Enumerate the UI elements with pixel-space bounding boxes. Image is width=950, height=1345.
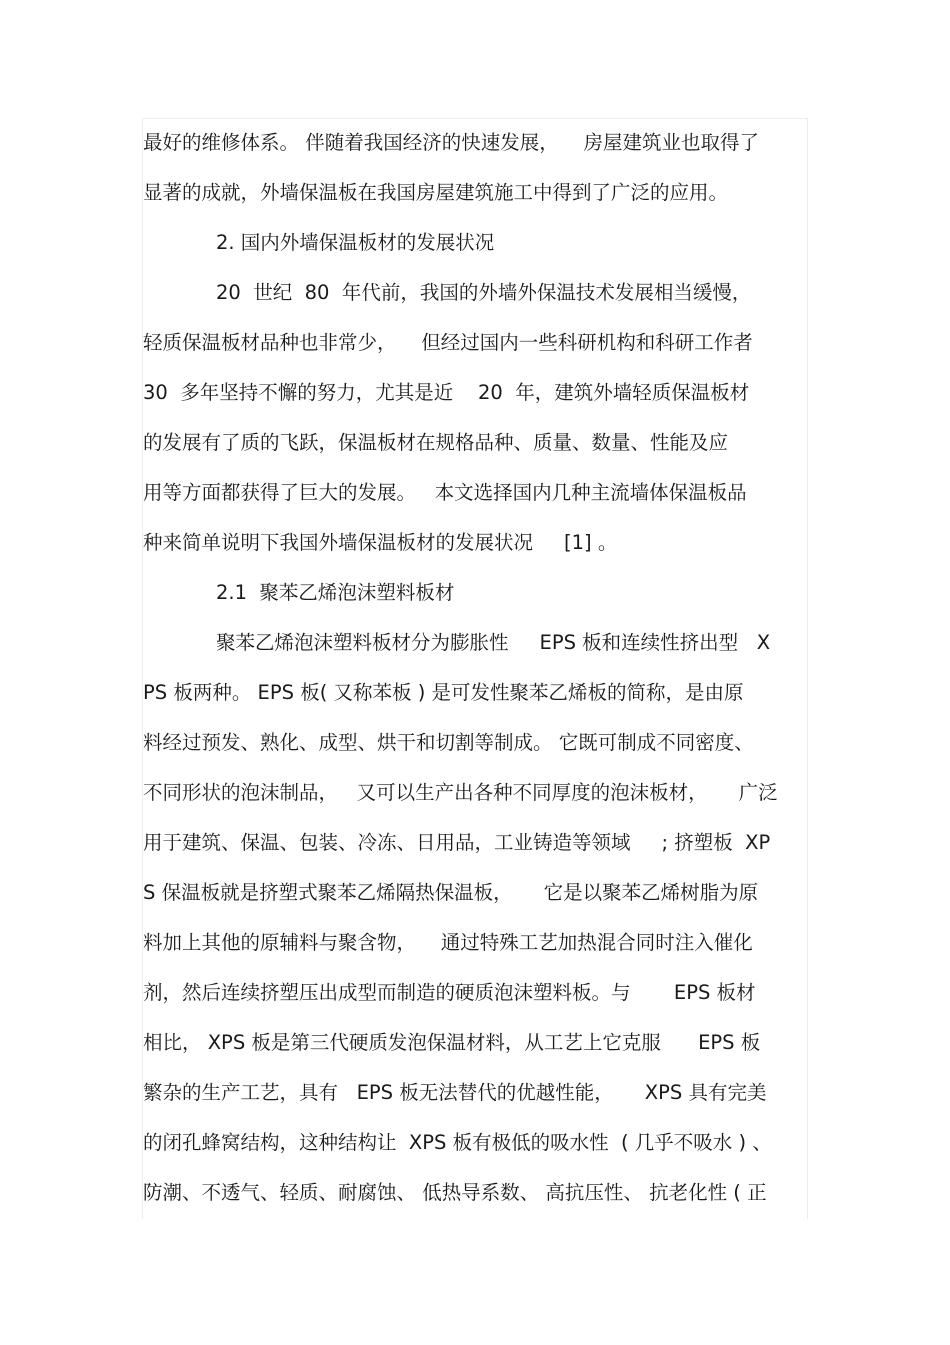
text-line-18: 剂，然后连续挤塑压出成型而制造的硬质泡沫塑料板。与 EPS 板材: [143, 981, 756, 1004]
text-line-1: 最好的维修体系。 伴随着我国经济的快速发展， 房屋建筑业也取得了: [143, 131, 759, 154]
text-line-9: 种来简单说明下我国外墙保温板材的发展状况 [1] 。: [143, 531, 618, 554]
text-line-17: 料加上其他的原辅料与聚含物， 通过特殊工艺加热混合同时注入催化: [143, 931, 753, 954]
text-line-8: 用等方面都获得了巨大的发展。 本文选择国内几种主流墙体保温板品: [143, 481, 747, 504]
section-heading-2: 2. 国内外墙保温板材的发展状况: [216, 231, 495, 254]
text-line-21: 的闭孔蜂窝结构，这种结构让 XPS 板有极低的吸水性 ( 几乎不吸水 ) 、: [143, 1131, 772, 1154]
text-line-13: 料经过预发、熟化、成型、烘干和切割等制成。 它既可制成不同密度、: [143, 731, 754, 754]
text-line-15: 用于建筑、保温、包装、冷冻、日用品，工业铸造等领域 ; 挤塑板 XP: [143, 831, 771, 854]
text-line-22: 防潮、不透气、轻质、耐腐蚀、 低热导系数、 高抗压性、 抗老化性 ( 正: [143, 1181, 767, 1204]
text-line-20: 繁杂的生产工艺，具有 EPS 板无法替代的优越性能， XPS 具有完美: [143, 1081, 767, 1104]
text-line-5: 轻质保温板材品种也非常少， 但经过国内一些科研机构和科研工作者: [143, 331, 753, 354]
document-body: [143, 118, 809, 1218]
text-line-14: 不同形状的泡沫制品， 又可以生产出各种不同厚度的泡沫板材， 广泛: [143, 781, 778, 804]
text-line-7: 的发展有了质的飞跃，保温板材在规格品种、质量、数量、性能及应: [143, 431, 729, 454]
text-line-2: 显著的成就，外墙保温板在我国房屋建筑施工中得到了广泛的应用。: [143, 181, 729, 204]
text-line-19: 相比， XPS 板是第三代硬质发泡保温材料，从工艺上它克服 EPS 板: [143, 1031, 761, 1054]
text-line-16: S 保温板就是挤塑式聚苯乙烯隔热保温板， 它是以聚苯乙烯树脂为原: [143, 881, 759, 904]
text-line-6: 30 多年坚持不懈的努力，尤其是近 20 年，建筑外墙轻质保温板材: [143, 381, 750, 404]
text-line-12: PS 板两种。 EPS 板( 又称苯板 ) 是可发性聚苯乙烯板的简称，是由原: [143, 681, 744, 704]
section-heading-2-1: 2.1 聚苯乙烯泡沫塑料板材: [216, 581, 455, 604]
text-line-4: 20 世纪 80 年代前，我国的外墙外保温技术发展相当缓慢，: [216, 281, 752, 304]
text-line-11: 聚苯乙烯泡沫塑料板材分为膨胀性 EPS 板和连续性挤出型 X: [216, 631, 771, 654]
